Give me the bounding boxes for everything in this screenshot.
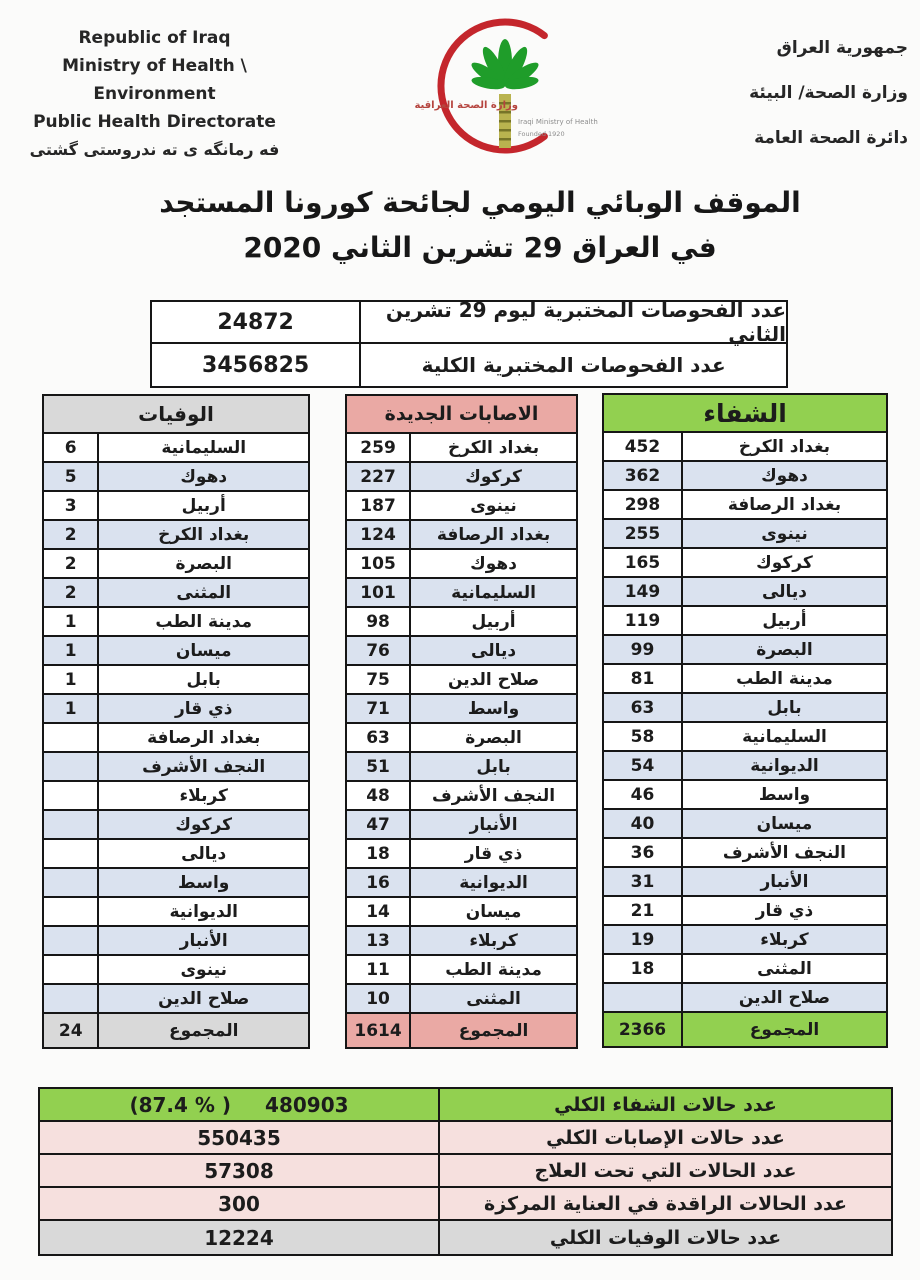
governorate-cell: كربلاء [179,785,228,806]
table-row [604,723,886,752]
deaths-table-header: الوفيات [44,396,308,434]
table-row [604,520,886,549]
count-cell: 1 [44,637,99,664]
governorate-cell: بغداد الرصافة [147,727,261,748]
count-cell [44,840,99,867]
count-cell: 58 [604,723,683,750]
count-cell: 124 [347,521,411,548]
table-row [604,781,886,810]
governorate-cell: ميسان [175,640,232,661]
under-treatment-label: عدد الحالات التي تحت العلاج [534,1159,797,1182]
lab-tests-table [150,300,788,388]
table-row [44,666,308,695]
page-title [130,180,830,270]
table-row [347,782,576,811]
count-cell [44,956,99,983]
summary-row-total-deaths [40,1221,891,1254]
table-row [44,550,308,579]
table-row [44,637,308,666]
table-row [347,579,576,608]
table-row [347,492,576,521]
table-row [347,840,576,869]
governorate-cell: واسط [467,698,520,719]
table-row [604,752,886,781]
count-cell: 2 [44,550,99,577]
count-cell: 99 [604,636,683,663]
governorate-cell: بغداد الرصافة [436,524,551,545]
governorate-cell: ديالى [761,581,808,602]
table-row [44,695,308,724]
governorate-cell: الديوانية [459,872,528,893]
red-crescent-palm-icon [408,8,618,158]
recovery-total-value: 2366 [604,1013,683,1046]
total-deaths-value: 12224 [40,1221,440,1254]
table-row [44,811,308,840]
governorate-cell: واسط [758,784,811,805]
count-cell: 40 [604,810,683,837]
table-row [44,753,308,782]
count-cell: 105 [347,550,411,577]
governorate-cell: نينوى [180,959,227,980]
count-cell: 18 [347,840,411,867]
count-cell: 452 [604,433,683,460]
deaths-total-value: 24 [44,1014,99,1047]
count-cell: 362 [604,462,683,489]
count-cell: 3 [44,492,99,519]
summary-row-total-recoveries [40,1089,891,1122]
table-row [44,927,308,956]
governorate-cell: صلاح الدين [158,988,250,1009]
recovery-table-header: الشفاء [604,395,886,433]
table-row [44,521,308,550]
table-row [604,578,886,607]
table-row [347,869,576,898]
table-row [44,434,308,463]
table-row [347,956,576,985]
table-row [347,724,576,753]
count-cell: 119 [604,607,683,634]
table-row [604,810,886,839]
deaths-table-body [44,434,308,1014]
governorate-cell: بغداد الكرخ [447,437,540,458]
table-row [44,492,308,521]
governorate-cell: ديالى [181,843,227,864]
governorate-cell: النجف الأشرف [432,785,556,806]
letterhead-en-line1: Republic of Iraq [78,28,231,48]
count-cell: 16 [347,869,411,896]
governorate-cell: البصرة [465,727,522,748]
table-row [44,608,308,637]
deaths-table [42,394,310,1049]
table-row [604,636,886,665]
table-row [347,550,576,579]
count-cell: 21 [604,897,683,924]
total-cases-label: عدد حالات الإصابات الكلي [546,1126,785,1149]
new-cases-total-row [347,1014,576,1047]
count-cell: 13 [347,927,411,954]
governorate-cell: السليمانية [451,582,536,603]
total-tests-value: 3456825 [152,344,361,386]
governorate-cell: النجف الأشرف [142,756,266,777]
governorate-cell: كركوك [465,466,522,487]
table-row [347,927,576,956]
governorate-cell: صلاح الدين [447,669,540,690]
count-cell: 5 [44,463,99,490]
page-title-line1: الموقف الوبائي اليومي لجائحة كورونا المستجد [159,186,801,219]
governorate-cell: السليمانية [161,437,247,458]
letterhead-ar-line1: جمهورية العراق [776,38,908,58]
logo-english-caption: Iraqi Ministry of Health [518,118,598,126]
daily-tests-value: 24872 [152,302,361,342]
count-cell: 1 [44,666,99,693]
table-row [44,724,308,753]
count-cell: 71 [347,695,411,722]
governorate-cell: السليمانية [742,726,827,747]
governorate-cell: ذي قار [174,698,233,719]
table-row [44,463,308,492]
count-cell [44,898,99,925]
governorate-cell: نينوى [470,495,517,516]
table-row [604,491,886,520]
governorate-cell: كربلاء [469,930,518,951]
count-cell: 31 [604,868,683,895]
count-cell: 187 [347,492,411,519]
count-cell: 165 [604,549,683,576]
table-row [44,782,308,811]
table-row [347,898,576,927]
count-cell [44,782,99,809]
logo-arabic-caption: وزارة الصحة العراقية [414,100,518,111]
count-cell [44,869,99,896]
table-row [347,985,576,1014]
governorate-cell: صلاح الدين [738,987,831,1008]
count-cell: 47 [347,811,411,838]
count-cell [44,985,99,1012]
table-row [152,298,786,346]
new-cases-total-value: 1614 [347,1014,411,1047]
total-cases-value: 550435 [40,1122,440,1153]
table-row [604,462,886,491]
count-cell: 1 [44,608,99,635]
count-cell: 46 [604,781,683,808]
governorate-cell: ذي قار [464,843,523,864]
governorate-cell: بابل [186,669,221,690]
new-cases-table-header: الاصابات الجديدة [347,396,576,434]
count-cell: 51 [347,753,411,780]
count-cell: 1 [44,695,99,722]
summary-table [38,1087,893,1256]
governorate-cell: نينوى [761,523,808,544]
count-cell: 6 [44,434,99,461]
count-cell: 63 [347,724,411,751]
governorate-cell: البصرة [175,553,232,574]
governorate-cell: أربيل [762,610,807,631]
table-row [44,869,308,898]
table-row [347,753,576,782]
table-row [604,607,886,636]
governorate-cell: كركوك [756,552,813,573]
governorate-cell: مدينة الطب [155,611,253,632]
governorate-cell: الديوانية [750,755,819,776]
page-title-line2: في العراق 29 تشرين الثاني 2020 [243,231,717,264]
count-cell: 149 [604,578,683,605]
logo-founded-caption: Founded 1920 [518,130,565,138]
recovery-table-body [604,433,886,1013]
governorate-cell: ميسان [465,901,522,922]
recovery-table [602,393,888,1048]
deaths-total-label: المجموع [168,1020,239,1041]
table-row [152,344,786,386]
table-row [44,956,308,985]
new-cases-table-body [347,434,576,1014]
total-tests-label: عدد الفحوصات المختبرية الكلية [421,353,726,377]
governorate-cell: المثنى [466,988,521,1009]
governorate-cell: الديوانية [169,901,238,922]
icu-label: عدد الحالات الراقدة في العناية المركزة [483,1192,847,1215]
summary-row-under-treatment [40,1155,891,1188]
count-cell [44,811,99,838]
deaths-total-row [44,1014,308,1047]
count-cell: 98 [347,608,411,635]
governorate-cell: النجف الأشرف [722,842,847,863]
total-recoveries-label: عدد حالات الشفاء الكلي [554,1093,777,1116]
table-row [604,549,886,578]
governorate-cell: مدينة الطب [736,668,833,689]
count-cell: 75 [347,666,411,693]
count-cell [44,927,99,954]
count-cell: 76 [347,637,411,664]
governorate-cell: الأنبار [179,930,228,951]
count-cell: 54 [604,752,683,779]
governorate-cell: أربيل [471,611,516,632]
governorate-cell: بابل [767,697,802,718]
governorate-cell: كركوك [175,814,233,835]
letterhead-arabic [708,26,908,161]
governorate-cell: واسط [178,872,230,893]
table-row [604,839,886,868]
recovery-count: 480903 [265,1092,349,1117]
count-cell: 11 [347,956,411,983]
count-cell: 101 [347,579,411,606]
table-row [604,926,886,955]
count-cell: 2 [44,521,99,548]
table-row [604,665,886,694]
table-row [604,955,886,984]
count-cell: 63 [604,694,683,721]
governorate-cell: بابل [476,756,511,777]
table-row [347,434,576,463]
new-cases-table [345,394,578,1049]
recovery-total-row [604,1013,886,1046]
summary-row-icu [40,1188,891,1221]
ministry-logo [408,8,618,158]
new-cases-total-label: المجموع [458,1020,529,1041]
governorate-cell: دهوك [470,553,517,574]
count-cell [44,753,99,780]
count-cell: 81 [604,665,683,692]
letterhead-en-line3: Public Health Directorate [33,112,276,132]
letterhead-ar-line2: وزارة الصحة/ البيئة [749,83,908,103]
under-treatment-value: 57308 [40,1155,440,1186]
recovery-percent: (87.4 % ) [129,1092,232,1117]
count-cell [604,984,683,1011]
count-cell: 298 [604,491,683,518]
count-cell: 2 [44,579,99,606]
table-row [347,695,576,724]
count-cell: 227 [347,463,411,490]
governorate-cell: ذي قار [755,900,814,921]
governorate-cell: بغداد الرصافة [727,494,842,515]
governorate-cell: البصرة [756,639,813,660]
table-row [44,985,308,1014]
governorate-cell: المثنى [757,958,812,979]
total-deaths-label: عدد حالات الوفيات الكلي [549,1226,782,1249]
daily-tests-label: عدد الفحوصات المختبرية ليوم 29 تشرين الثاني [385,298,786,346]
count-cell: 18 [604,955,683,982]
governorate-cell: مدينة الطب [445,959,542,980]
count-cell: 259 [347,434,411,461]
governorate-cell: دهوك [761,465,808,486]
table-row [604,897,886,926]
governorate-cell: كربلاء [760,929,809,950]
table-row [44,898,308,927]
governorate-cell: بغداد الكرخ [158,524,250,545]
count-cell: 19 [604,926,683,953]
table-row [347,637,576,666]
summary-row-total-cases [40,1122,891,1155]
table-row [44,579,308,608]
table-row [604,868,886,897]
table-row [347,463,576,492]
table-row [347,521,576,550]
governorate-cell: الأنبار [469,814,518,835]
letterhead-english [2,24,307,164]
total-recoveries-value [40,1089,440,1120]
table-row [347,608,576,637]
governorate-cell: الأنبار [760,871,809,892]
table-row [604,984,886,1013]
governorate-cell: ميسان [756,813,813,834]
count-cell: 36 [604,839,683,866]
table-row [347,811,576,840]
count-cell: 10 [347,985,411,1012]
governorate-cell: دهوك [180,466,228,487]
icu-value: 300 [40,1188,440,1219]
count-cell: 255 [604,520,683,547]
governorate-cell: المثنى [176,582,232,603]
governorate-cell: ديالى [471,640,517,661]
recovery-total-label: المجموع [749,1019,820,1040]
count-cell [44,724,99,751]
governorate-cell: أربيل [181,495,226,516]
count-cell: 14 [347,898,411,925]
table-row [604,694,886,723]
table-row [44,840,308,869]
table-row [347,666,576,695]
governorate-cell: بغداد الكرخ [738,436,831,457]
table-row [604,433,886,462]
letterhead-kurdish-line: فه رمانگه ی ته ندروستی گشتی [29,140,280,159]
count-cell: 48 [347,782,411,809]
letterhead-en-line2: Ministry of Health \ Environment [62,56,247,104]
letterhead-ar-line3: دائرة الصحة العامة [754,128,908,148]
